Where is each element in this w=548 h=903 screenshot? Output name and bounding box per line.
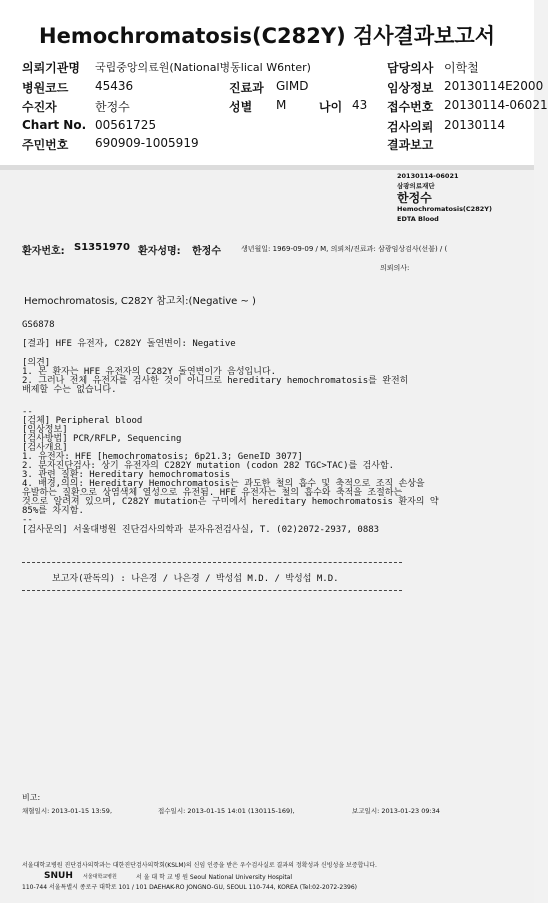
receipt-label: 접수번호 xyxy=(387,100,434,114)
report-title: Hemochromatosis(C282Y) 검사결과보고서 xyxy=(39,24,495,48)
opinion-3: 배제할 수는 없습니다. xyxy=(22,385,117,395)
label-name: 한정수 xyxy=(397,191,432,205)
opinion-1: 1. 본 환자는 HFE 유전자의 C282Y 돌연변이가 음성입니다. xyxy=(22,367,277,377)
snuh-logo-sub: 서울대학교병원 xyxy=(83,874,117,880)
method-line: [검사방법] PCR/RFLP, Sequencing xyxy=(22,434,182,444)
patient-name-label: 환자성명: xyxy=(138,246,181,257)
sex-value: M xyxy=(276,98,287,112)
section-dashes: -- xyxy=(22,407,33,417)
doctor-line: 의뢰의사: xyxy=(380,264,410,272)
clinical-info-line: [임상정보] xyxy=(22,425,68,435)
sex-label: 성별 xyxy=(229,100,253,114)
facility-value: 국립중앙의료원(National병동lical W6nter) xyxy=(95,61,311,74)
patient-value: 한정수 xyxy=(95,100,130,114)
overview-5: 유발하는 질환으로 상염색체 열성으로 유전됨. HFE 유전자는 철의 흡수와 축적을 조절하는 xyxy=(22,488,403,498)
patient-no-label: 환자번호: xyxy=(22,246,65,257)
dept-label: 진료과 xyxy=(229,81,264,95)
overview-3: 3. 관련 질환: Hereditary hemochromatosis xyxy=(22,470,231,480)
result-line: [결과] HFE 유전자, C282Y 돌연변이: Negative xyxy=(22,339,236,349)
reporters-line: 보고자(판독의) : 나은경 / 나은경 / 박성섭 M.D. / 박성섭 M.D. xyxy=(52,574,339,584)
rrn-label: 주민번호 xyxy=(22,138,69,152)
receipt-value: 20130114-06021 xyxy=(444,98,548,112)
note-label: 비고: xyxy=(22,793,41,802)
chart-value: 00561725 xyxy=(95,118,157,132)
section-dashes-2: -- xyxy=(22,515,33,525)
patient-label: 수진자 xyxy=(22,100,57,114)
inquiry-line: [검사문의] 서울대병원 진단검사의학과 분자유전검사실, T. (02)2072-2937, 0883 xyxy=(22,525,380,535)
certification-note: 서울대학교병원 진단검사의학과는 대한진단검사의학회(KSLM)의 신임 인증을 받은 우수검사실로 결과의 정확성과 신빙성을 보증합니다. xyxy=(22,862,377,869)
doctor-label: 담당의사 xyxy=(387,61,434,75)
request-value: 20130114 xyxy=(444,118,506,132)
hospital-name: 서 울 대 학 교 병 원 Seoul National University Hospital xyxy=(136,874,293,881)
test-title: Hemochromatosis, C282Y 참고치:(Negative ~ ) xyxy=(24,296,256,307)
clinical-value: 20130114E2000 xyxy=(444,79,544,93)
label-receipt: 20130114-06021 xyxy=(397,172,459,180)
clinical-label: 임상정보 xyxy=(387,81,434,95)
age-value: 43 xyxy=(352,98,368,112)
report-header xyxy=(0,0,548,165)
age-label: 나이 xyxy=(319,100,343,114)
overview-1: 1. 유전자: HFE [hemochromatosis; 6p21.3; GeneID 3077] xyxy=(22,452,303,462)
overview-2: 2. 분자진단검사: 상기 유전자의 C282Y mutation (codon 282 TGC>TAC)를 검사함. xyxy=(22,461,395,471)
label-org: 삼광의료재단 xyxy=(397,182,435,190)
rrn-value: 690909-1005919 xyxy=(95,136,199,150)
specimen-line: [검체] Peripheral blood xyxy=(22,416,143,426)
label-tube: EDTA Blood xyxy=(397,215,439,223)
opinion-2: 2. 그러나 전체 유전자를 검사한 것이 아니므로 hereditary hemochromatosis를 완전히 xyxy=(22,376,409,386)
hospital-address: 110-744 서울특별시 종로구 대학로 101 / 101 DAEHAK-RO JONGNO-GU, SEOUL 110-744, KOREA (Tel:02-2072-2396) xyxy=(22,884,358,891)
ward-label: 병원코드 xyxy=(22,81,69,95)
overview-7: 85%를 차지함. xyxy=(22,506,84,516)
opinion-heading: [의견] xyxy=(22,358,51,368)
patient-no: S1351970 xyxy=(74,242,130,253)
scanned-report xyxy=(0,170,534,903)
patient-name: 한정수 xyxy=(192,246,221,257)
overview-6: 것으로 알려져 있으며, C282Y mutation은 구미에서 hereditary hemochromatosis 환자의 약 xyxy=(22,497,439,507)
reporter-divider-bottom xyxy=(22,590,402,591)
facility-label: 의뢰기관명 xyxy=(22,61,80,75)
overview-4: 4. 배경,의의: Hereditary Hemochromatosis는 과도한 철의 흡수 및 축적으로 조직 손상을 xyxy=(22,479,425,489)
chart-label: Chart No. xyxy=(22,118,87,132)
snuh-logo: SNUH xyxy=(44,871,73,881)
label-test: Hemochromatosis(C282Y) xyxy=(397,205,492,213)
overview-heading: [검사개요] xyxy=(22,443,68,453)
collected-time: 채혈일시: 2013-01-15 13:59, xyxy=(22,807,113,815)
reporter-divider-top xyxy=(22,562,402,563)
patient-details: 생년월일: 1969-09-09 / M, 의뢰처/진료과: 삼광임상검사(선불) / ( xyxy=(241,245,448,253)
received-time: 접수일시: 2013-01-15 14:01 (130115-169), xyxy=(158,807,295,815)
request-label: 검사의뢰 xyxy=(387,120,434,134)
test-code: GS6878 xyxy=(22,320,55,330)
ward-value: 45436 xyxy=(95,79,134,93)
doctor-value: 이학철 xyxy=(444,61,479,75)
reported-time: 보고일시: 2013-01-23 09:34 xyxy=(352,807,440,815)
dept-value: GIMD xyxy=(276,79,309,93)
report-label: 결과보고 xyxy=(387,138,434,152)
